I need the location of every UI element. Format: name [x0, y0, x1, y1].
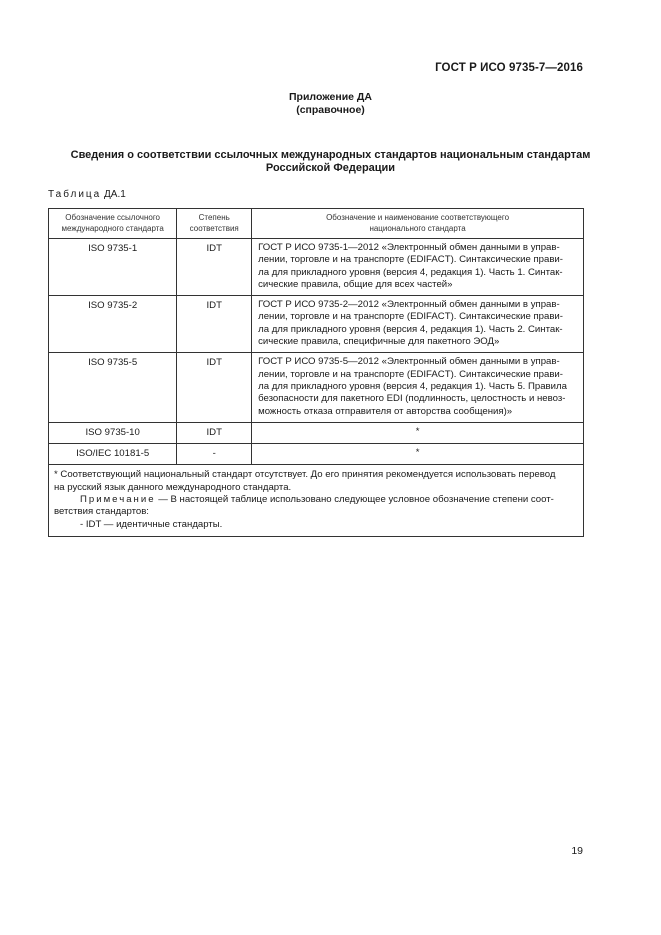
main-title [48, 149, 613, 175]
cell-standard: ISO 9735-5 [49, 353, 177, 422]
cell-line: сические правила, специфичные для пакетного ЭОД» [258, 336, 500, 348]
table-label [48, 189, 126, 200]
main-title-line-2: Российской Федерации [265, 162, 396, 174]
footnote-line: на русский язык данного международного стандарта. [54, 481, 292, 493]
table-row [49, 422, 584, 443]
table-label-number: ДА.1 [104, 189, 126, 200]
cell-standard: ISO 9735-1 [49, 239, 177, 296]
cell-degree: - [177, 444, 252, 465]
cell-line: ла для прикладного уровня (версия 4, редакция 1). Часть 5. Правила [258, 380, 567, 392]
appendix-title: Приложение ДА [289, 91, 372, 103]
standards-table [48, 208, 584, 537]
cell-line: ла для прикладного уровня (версия 4, редакция 1). Часть 2. Синтак- [258, 323, 563, 335]
cell-line: сические правила, общие для всех частей» [258, 278, 453, 290]
note-line: ветствия стандартов: [54, 506, 149, 518]
cell-line: ГОСТ Р ИСО 9735-5—2012 «Электронный обмен данными в управ- [258, 356, 560, 368]
cell-degree: IDT [177, 239, 252, 296]
cell-standard: ISO 9735-2 [49, 296, 177, 353]
main-title-line-1: Сведения о соответствии ссылочных международных стандартов национальным стандартам [70, 149, 591, 161]
appendix-subtitle: (справочное) [296, 104, 365, 116]
header-national-standard [252, 209, 584, 239]
table-label-prefix: Таблица [48, 189, 102, 200]
header-line: Обозначение и наименование соответствующего [326, 213, 510, 222]
cell-line: лении, торговле и на транспорте (EDIFACT). Синтаксические прави- [258, 254, 563, 266]
page-number: 19 [571, 845, 583, 857]
cell-line: лении, торговле и на транспорте (EDIFACT). Синтаксические прави- [258, 311, 563, 323]
cell-national [252, 239, 584, 296]
table-footer-row [49, 465, 584, 536]
table-row [49, 444, 584, 465]
header-line: Степень [198, 213, 230, 222]
header-degree [177, 209, 252, 239]
header-international-standard [49, 209, 177, 239]
cell-national [252, 353, 584, 422]
note-text: — В настоящей таблице использовано следующее условное обозначение степени соот- [155, 494, 554, 506]
table-row [49, 296, 584, 353]
header-line: Обозначение ссылочного [65, 213, 161, 222]
appendix-heading [0, 91, 661, 117]
table-footnote [49, 465, 584, 536]
header-line: соответствия [189, 224, 239, 233]
cell-degree: IDT [177, 422, 252, 443]
cell-national: * [252, 422, 584, 443]
header-line: международного стандарта [61, 224, 164, 233]
cell-line: можность отказа отправителя от авторства сообщения)» [258, 405, 513, 417]
note-line: - IDT — идентичные стандарты. [80, 518, 223, 530]
note-prefix: Примечание [80, 494, 156, 506]
cell-line: лении, торговле и на транспорте (EDIFACT). Синтаксические прави- [258, 368, 563, 380]
note-line [54, 494, 578, 506]
table-row [49, 353, 584, 422]
cell-national: * [252, 444, 584, 465]
cell-line: ГОСТ Р ИСО 9735-1—2012 «Электронный обмен данными в управ- [258, 242, 560, 253]
cell-degree: IDT [177, 353, 252, 422]
document-code: ГОСТ Р ИСО 9735-7—2016 [435, 62, 583, 74]
cell-line: ГОСТ Р ИСО 9735-2—2012 «Электронный обмен данными в управ- [258, 299, 560, 311]
table-header-row [49, 209, 584, 239]
cell-standard: ISO/IEC 10181-5 [49, 444, 177, 465]
cell-national [252, 296, 584, 353]
cell-standard: ISO 9735-10 [49, 422, 177, 443]
cell-line: безопасности для пакетного EDI (подлинность, целостность и невоз- [258, 393, 566, 405]
cell-degree: IDT [177, 296, 252, 353]
table-row [49, 239, 584, 296]
header-line: национального стандарта [369, 224, 466, 233]
footnote-line: * Соответствующий национальный стандарт отсутствует. До его принятия рекомендуется использовать перевод [54, 469, 556, 481]
cell-line: ла для прикладного уровня (версия 4, редакция 1). Часть 1. Синтак- [258, 266, 563, 278]
